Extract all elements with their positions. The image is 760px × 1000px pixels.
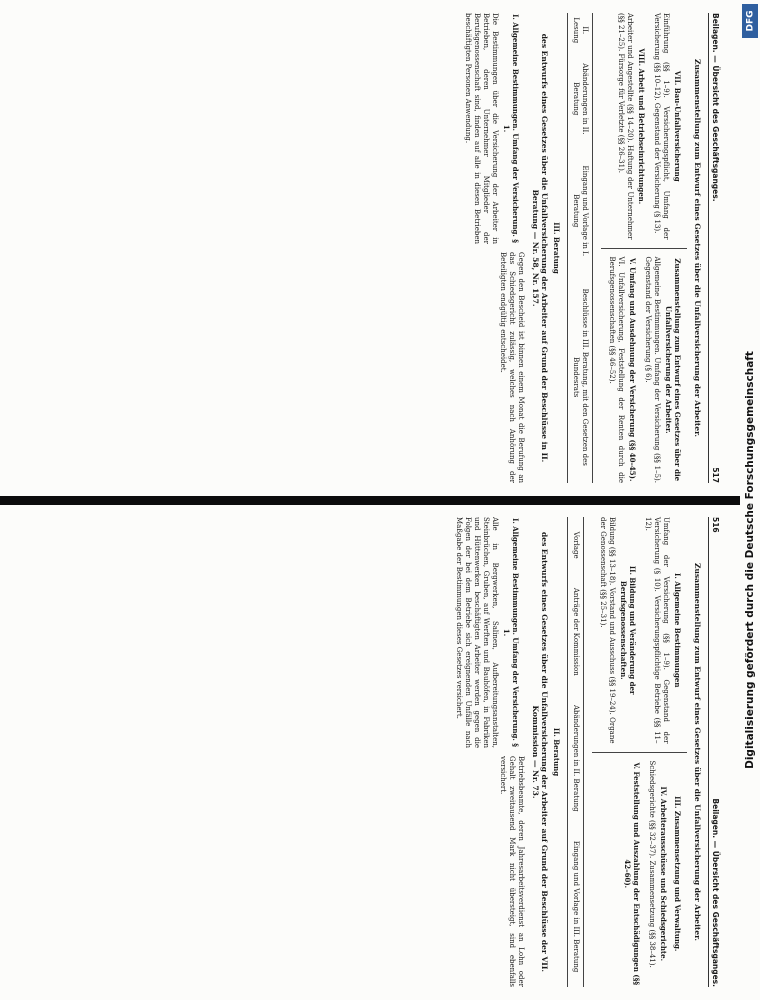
page-517-left-text-2: Arbeiter und Angestellte (§§ 14–20). Haftung der Unternehmer (§§ 21–25). Fürsorge für Verletzte (§§ 26–31). (617, 13, 634, 240)
page-517-body-right (457, 252, 525, 483)
page-517-right-column (601, 257, 687, 484)
page-516-left-heading-2: II. Bildung und Veränderung der Berufsgenossenschaften. (619, 565, 637, 695)
page-516-table-heading: Anträge der Kommission (572, 587, 580, 676)
page-517-table-heading: II. Lesung (572, 17, 589, 44)
page-517-right-text-1: Allgemeine Bestimmungen. Umfang der Versicherung (§§ 1–5). Gegenstand der Versicherung (§ 6). (644, 256, 661, 483)
page-517-columns (601, 13, 687, 483)
page-516 (10, 512, 730, 992)
page-517-section-heading: III. Beratung (552, 222, 561, 274)
dfg-logo-icon (742, 4, 758, 38)
page-516-body-paragraph: Alle in Bergwerken, Salinen, Aufbereitungsanstalten, Steinbrüchen, Gruben, auf Werften und Bauhöfen, in Fabriken und Hüttenwerken beschäftigten Arbeiter werden gegen die Folgen der bei dem Betriebe sich ereignenden Unfälle nach Maßgabe der Bestimmungen dieses Gesetzes versichert. (455, 517, 499, 748)
dfg-logo-text: DFG (745, 10, 756, 32)
page-516-body-columns (448, 517, 525, 987)
page-516-running-head: Beilagen. — Übersicht des Geschäftsganges. (711, 798, 720, 987)
page-516-left-column (592, 517, 687, 744)
page-516-right-heading-3: V. Feststellung und Auszahlung der Entschädigungen (§§ 42–60). (623, 762, 641, 986)
page-517-body-paragraph: Die Bestimmungen über die Versicherung der Arbeiter in Betrieben, deren Unternehmer Mitglieder der Berufsgenossenschaft sind, finden auf alle in diesen Betrieben beschäftigten Personen Anwendung. (464, 13, 499, 244)
page-517-table-heading: Abänderungen in II. Beratung (572, 63, 589, 135)
page-516-body-paragraph: Betriebsbeamte, deren Jahresarbeitsverdienst an Lohn oder Gehalt zweitausend Mark nicht übersteigt, sind ebenfalls versichert. (499, 756, 525, 987)
page-516-section-title: des Entwurfs eines Gesetzes über die Unfallversicherung der Arbeiter auf Grund der Beschlüsse der VII. Kommission — Nr. 73. (531, 532, 549, 972)
page-516-column-rule (592, 752, 687, 753)
page-516-table-heading: Eingang und Vorlage in III. Beratung (572, 840, 580, 973)
page-517-left-heading-1: VII. Bau-Unfallversicherung (673, 70, 682, 182)
page-517-running-head: Beilagen. — Übersicht des Geschäftsganges. (711, 13, 720, 202)
page-divider-bar (0, 496, 740, 505)
page-516-left-text-2: Bildung (§§ 13–18). Vorstand und Ausschuss (§§ 19–24). Organe der Genossenschaft (§§ 25–31). (599, 517, 616, 744)
page-517-table-heading: Beschlüsse in III. Beratung, mit den Gesetzen des Bundesrats (572, 288, 589, 466)
page-517-left-column (601, 13, 687, 240)
page-516-right-heading-2: IV. Arbeiterausschüsse und Schiedsgerichte. (659, 786, 668, 962)
page-516-table-heading: Vorlage (572, 531, 580, 559)
page-517-table-headings (567, 13, 593, 483)
page-517-left-text-1: Einführung (§§ 1–9). Versicherungspflicht, Umfang der Versicherung (§§ 10–12). Gegenstand der Versicherung (§ 13). (653, 13, 670, 240)
page-516-body-right (448, 756, 525, 987)
page-516-right-heading-1: III. Zusammensetzung und Verwaltung. (673, 796, 682, 952)
page-517-right-heading-1: Zusammenstellung zum Entwurf eines Gesetzes über die Unfallversicherung der Arbeiter. (664, 258, 682, 482)
page-517-table-heading: Eingang und Vorlage in I. Beratung (572, 165, 589, 257)
dfg-credit (744, 300, 756, 820)
page-517-right-text-2: VI. Unfallversicherung, Feststellung der Renten durch die Berufsgenossenschaften (§§ 46–52). (608, 256, 625, 483)
dfg-sidebar (740, 0, 760, 1000)
dfg-credit-text: Digitalisierung gefördert durch die Deutsche Forschungsgemeinschaft (744, 351, 756, 769)
page-517-column-rule (601, 248, 687, 249)
page-516-rotated-content (20, 517, 720, 987)
page-516-body-heading: I. Allgemeine Bestimmungen. Umfang der Versicherung. § 1. (502, 518, 520, 747)
page-517-section-title: des Entwurfs eines Gesetzes über die Unfallversicherung der Arbeiter auf Grund der Beschlüsse in II. Beratung — Nr. 58, Nr. 157. (531, 33, 549, 463)
page-517-rotated-content (20, 13, 720, 483)
page-516-left-heading-1: I. Allgemeine Bestimmungen (673, 573, 682, 688)
page-516-table-headings (567, 517, 584, 987)
page-516-right-column (592, 761, 687, 988)
page-516-columns (592, 517, 687, 987)
page-517-right-heading-2: V. Umfang und Ausdehnung der Versicherung (§§ 40–45). (628, 258, 637, 482)
page-517-title: Zusammenstellung zum Entwurf eines Gesetzes über die Unfallversicherung der Arbeiter. (693, 58, 702, 438)
page-517-number: 517 (711, 467, 720, 483)
page-516-table-heading: Abänderungen in II. Beratung (572, 704, 580, 812)
page-516-title: Zusammenstellung zum Entwurf eines Gesetzes über die Unfallversicherung der Arbeiter. (693, 562, 702, 942)
page-517-header (708, 13, 720, 483)
page-516-right-text-1: Schiedsgerichte (§§ 32–37). Zusammensetzung (§§ 38–41). (648, 760, 656, 968)
page-516-number: 516 (711, 517, 720, 533)
page-517 (10, 8, 730, 488)
page-517-left-heading-2: VIII. Arbeit und Betriebseinrichtungen. (637, 48, 646, 205)
page-516-header (708, 517, 720, 987)
page-517-body-paragraph: Gegen den Bescheid ist binnen einem Monat die Berufung an das Schiedsgericht zulässig, welches nach Anhörung der Beteiligten endgültig entscheidet. (499, 252, 525, 483)
page-516-section-heading: II. Beratung (552, 727, 561, 777)
page-517-body-columns (457, 13, 525, 483)
page-517-body-left (457, 13, 525, 244)
page-516-body-left (448, 517, 525, 748)
page-516-left-text-1: Umfang der Versicherung (§§ 1–9). Gegenstand der Versicherung (§ 10). Versicherungspflichtige Betriebe (§§ 11–12). (644, 517, 670, 744)
page-517-body-heading: I. Allgemeine Bestimmungen. Umfang der Versicherung. § 1. (502, 14, 520, 243)
